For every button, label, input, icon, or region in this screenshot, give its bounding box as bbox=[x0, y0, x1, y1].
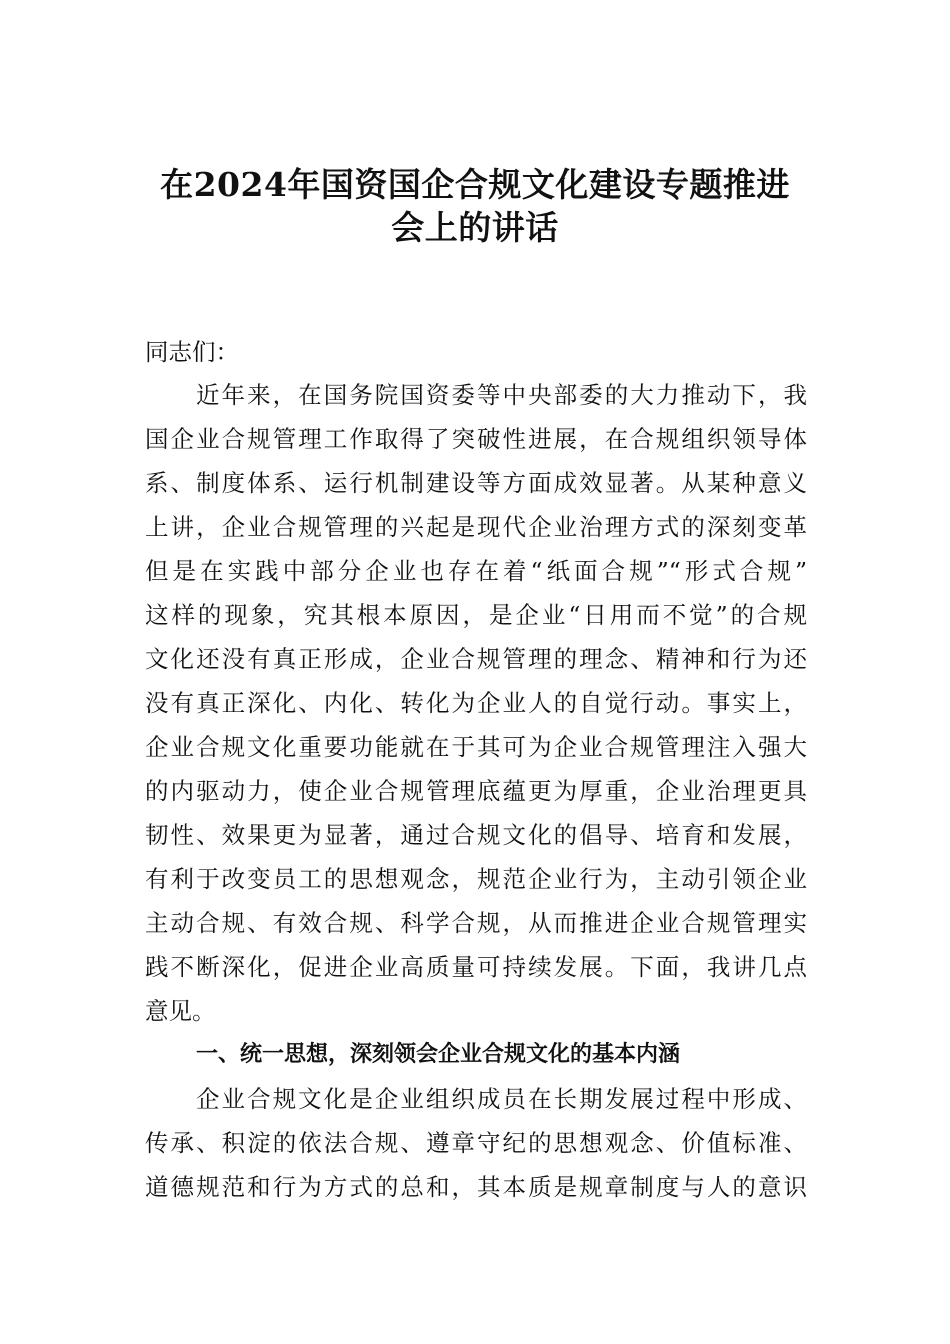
paragraph-1-line: 近年来，在国务院国资委等中央部委的大力推动下，我 bbox=[196, 381, 807, 409]
paragraph-1-line: 企业合规文化重要功能就在于其可为企业合规管理注入强大 bbox=[145, 733, 807, 761]
section-1-heading: 一、统一思想，深刻领会企业合规文化的基本内涵 bbox=[196, 1042, 681, 1067]
paragraph-1-line: 践不断深化，促进企业高质量可持续发展。下面，我讲几点 bbox=[145, 953, 807, 981]
paragraph-1-line: 韧性、效果更为显著，通过合规文化的倡导、培育和发展， bbox=[145, 821, 807, 849]
paragraph-1-line: 上讲，企业合规管理的兴起是现代企业治理方式的深刻变革 bbox=[145, 513, 807, 541]
paragraph-1-line: 文化还没有真正形成，企业合规管理的理念、精神和行为还 bbox=[145, 645, 807, 673]
paragraph-1-line: 的内驱动力，使企业合规管理底蕴更为厚重，企业治理更具 bbox=[145, 777, 807, 805]
salutation: 同志们： bbox=[145, 338, 239, 366]
document-title-line-1: 在2024年国资国企合规文化建设专题推进 bbox=[160, 165, 790, 204]
paragraph-1-line: 系、制度体系、运行机制建设等方面成效显著。从某种意义 bbox=[145, 469, 807, 497]
paragraph-1-line: 主动合规、有效合规、科学合规，从而推进企业合规管理实 bbox=[145, 909, 807, 937]
paragraph-2-line: 企业合规文化是企业组织成员在长期发展过程中形成、 bbox=[196, 1085, 807, 1113]
paragraph-2-line: 传承、积淀的依法合规、遵章守纪的思想观念、价值标准、 bbox=[145, 1129, 807, 1157]
paragraph-1-line: 意见。 bbox=[145, 997, 216, 1025]
paragraph-1-line: 没有真正深化、内化、转化为企业人的自觉行动。事实上， bbox=[145, 689, 807, 717]
paragraph-1-line: 国企业合规管理工作取得了突破性进展，在合规组织领导体 bbox=[145, 425, 807, 453]
document-title-line-2: 会上的讲话 bbox=[391, 208, 559, 247]
paragraph-1-line: 这样的现象，究其根本原因，是企业“日用而不觉”的合规 bbox=[145, 601, 807, 629]
paragraph-1-line: 有利于改变员工的思想观念，规范企业行为，主动引领企业 bbox=[145, 865, 807, 893]
paragraph-2-line: 道德规范和行为方式的总和，其本质是规章制度与人的意识 bbox=[145, 1173, 807, 1201]
paragraph-1-line: 但是在实践中部分企业也存在着“纸面合规”“形式合规” bbox=[145, 557, 807, 585]
